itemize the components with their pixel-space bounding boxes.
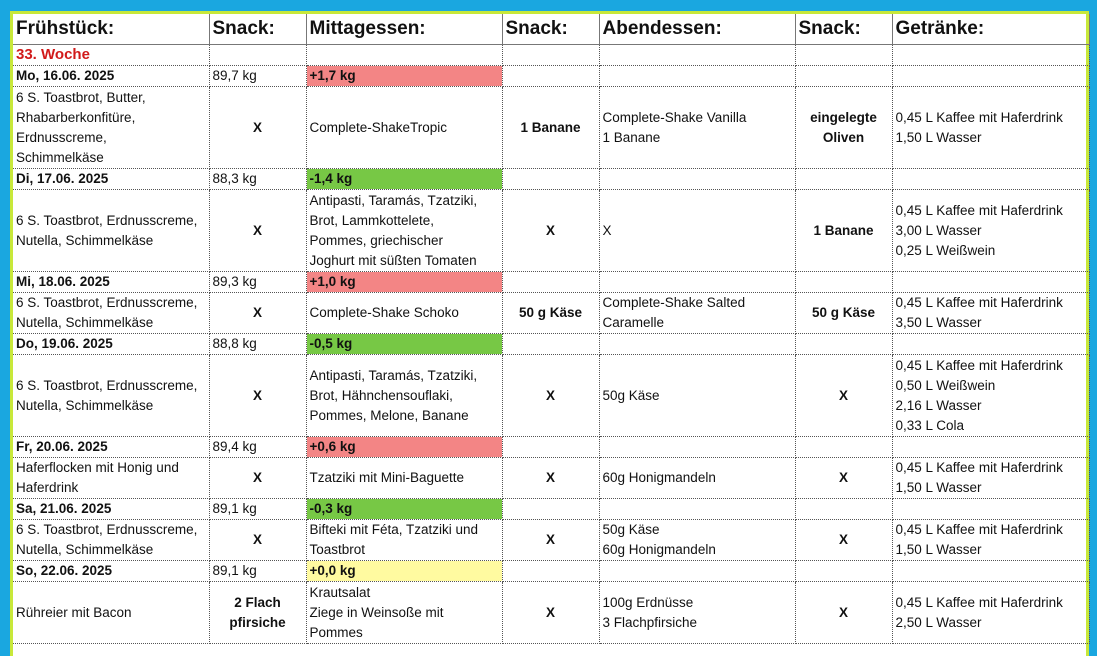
week-label[interactable]: 33. Woche bbox=[13, 45, 209, 66]
cell-line: 1,50 L Wasser bbox=[895, 480, 982, 495]
empty-cell[interactable] bbox=[795, 334, 892, 355]
cell-line: 3,50 L Wasser bbox=[895, 315, 982, 330]
snack-1-cell[interactable] bbox=[209, 355, 306, 437]
cell-line: Haferflocken mit Honig und bbox=[16, 460, 179, 475]
header-mittagessen[interactable]: Mittagessen: bbox=[306, 14, 502, 45]
cell-line: Tzatziki mit Mini-Baguette bbox=[309, 470, 465, 485]
snack-3-cell[interactable] bbox=[795, 293, 892, 334]
getraenke-cell[interactable] bbox=[892, 190, 1089, 272]
cell-line: Antipasti, Taramás, Tzatziki, bbox=[309, 367, 478, 383]
cell-line: Erdnusscreme, bbox=[16, 129, 107, 145]
cell-line: 1,50 L Wasser bbox=[895, 542, 982, 557]
getraenke-cell[interactable] bbox=[892, 355, 1089, 437]
weight-change-cell[interactable]: +0,6 kg bbox=[306, 437, 502, 458]
cell-line: 100g Erdnüsse bbox=[602, 594, 694, 610]
empty-cell[interactable] bbox=[892, 437, 1089, 458]
cell-line: Complete-Shake Schoko bbox=[309, 305, 459, 320]
cell-line: X bbox=[252, 222, 262, 238]
cell-line: 60g Honigmandeln bbox=[602, 542, 716, 557]
cell-line: X bbox=[252, 305, 262, 320]
cell-line: X bbox=[838, 387, 848, 403]
snack-1-cell[interactable] bbox=[209, 293, 306, 334]
empty-cell[interactable] bbox=[795, 561, 892, 582]
cell-line: X bbox=[838, 470, 848, 485]
empty-cell[interactable] bbox=[795, 437, 892, 458]
header-getraenke[interactable]: Getränke: bbox=[892, 14, 1089, 45]
abendessen-cell[interactable] bbox=[599, 458, 795, 499]
mittagessen-cell[interactable] bbox=[306, 190, 502, 272]
empty-cell[interactable] bbox=[599, 66, 795, 87]
cell-line: Pommes, Melone, Banane bbox=[309, 407, 469, 423]
empty-cell[interactable] bbox=[892, 499, 1089, 520]
day-header-row bbox=[13, 561, 1089, 582]
weight-cell[interactable]: 88,3 kg bbox=[209, 169, 306, 190]
snack-3-cell[interactable] bbox=[795, 87, 892, 169]
empty-cell[interactable] bbox=[599, 334, 795, 355]
cell-line: Rhabarberkonfitüre, bbox=[16, 109, 136, 125]
empty-cell[interactable] bbox=[892, 169, 1089, 190]
cell-line: 1,50 L Wasser bbox=[895, 129, 982, 145]
abendessen-cell[interactable] bbox=[599, 355, 795, 437]
empty-cell[interactable] bbox=[306, 45, 502, 66]
day-header-row bbox=[13, 66, 1089, 87]
empty-cell[interactable] bbox=[599, 169, 795, 190]
cell-line: 0,45 L Kaffee mit Haferdrink bbox=[895, 594, 1063, 610]
cell-line: X bbox=[838, 604, 848, 620]
cell-line: 0,25 L Weißwein bbox=[895, 242, 996, 258]
cell-line: X bbox=[252, 470, 262, 485]
empty-cell[interactable] bbox=[502, 334, 599, 355]
cell-line: 50g Käse bbox=[602, 522, 660, 537]
empty-cell[interactable] bbox=[892, 334, 1089, 355]
snack-1-cell[interactable] bbox=[209, 458, 306, 499]
date-cell[interactable]: Fr, 20.06. 2025 bbox=[13, 437, 209, 458]
snack-2-cell[interactable] bbox=[502, 293, 599, 334]
cell-line: Brot, Hähnchensouflaki, bbox=[309, 387, 453, 403]
mittagessen-cell[interactable] bbox=[306, 458, 502, 499]
cell-line: Rühreier mit Bacon bbox=[16, 604, 132, 620]
snack-1-cell[interactable] bbox=[209, 190, 306, 272]
cell-line: 6 S. Toastbrot, Erdnusscreme, bbox=[16, 522, 198, 537]
cell-line: Krautsalat bbox=[309, 584, 371, 600]
snack-3-cell[interactable] bbox=[795, 458, 892, 499]
empty-cell[interactable] bbox=[892, 45, 1089, 66]
cell-line: 6 S. Toastbrot, Erdnusscreme, bbox=[16, 377, 198, 393]
meal-row bbox=[13, 355, 1089, 437]
empty-cell[interactable] bbox=[795, 169, 892, 190]
empty-cell[interactable] bbox=[502, 561, 599, 582]
cell-line: 0,45 L Kaffee mit Haferdrink bbox=[895, 202, 1063, 218]
abendessen-cell[interactable] bbox=[599, 293, 795, 334]
cell-line: 0,45 L Kaffee mit Haferdrink bbox=[895, 522, 1063, 537]
getraenke-cell[interactable] bbox=[892, 458, 1089, 499]
snack-3-cell[interactable] bbox=[795, 190, 892, 272]
cell-line: Caramelle bbox=[602, 315, 665, 330]
snack-2-cell[interactable] bbox=[502, 87, 599, 169]
fruehstueck-cell[interactable] bbox=[13, 87, 209, 169]
weight-change-cell[interactable]: -1,4 kg bbox=[306, 169, 502, 190]
cell-line: Oliven bbox=[822, 129, 865, 145]
day-header-row bbox=[13, 334, 1089, 355]
abendessen-cell[interactable] bbox=[599, 87, 795, 169]
date-cell[interactable]: Sa, 21.06. 2025 bbox=[13, 499, 209, 520]
weight-cell[interactable]: 89,1 kg bbox=[209, 499, 306, 520]
mittagessen-cell[interactable] bbox=[306, 520, 502, 561]
empty-cell[interactable] bbox=[502, 272, 599, 293]
snack-2-cell[interactable] bbox=[502, 520, 599, 561]
mittagessen-cell[interactable] bbox=[306, 355, 502, 437]
day-header-row bbox=[13, 169, 1089, 190]
fruehstueck-cell[interactable] bbox=[13, 293, 209, 334]
empty-cell[interactable] bbox=[599, 561, 795, 582]
cell-line: 3 Flachpfirsiche bbox=[602, 614, 698, 630]
cell-line: X bbox=[545, 532, 555, 547]
empty-cell[interactable] bbox=[892, 272, 1089, 293]
day-header-row bbox=[13, 499, 1089, 520]
snack-3-cell[interactable] bbox=[795, 355, 892, 437]
meal-row bbox=[13, 87, 1089, 169]
snack-2-cell[interactable] bbox=[502, 190, 599, 272]
getraenke-cell[interactable] bbox=[892, 293, 1089, 334]
weight-cell[interactable]: 88,8 kg bbox=[209, 334, 306, 355]
cell-line: Toastbrot bbox=[309, 542, 366, 557]
header-row bbox=[13, 14, 1089, 45]
spreadsheet-frame bbox=[10, 11, 1089, 656]
cell-line: 0,45 L Kaffee mit Haferdrink bbox=[895, 109, 1063, 125]
cell-line: 50g Käse bbox=[602, 387, 660, 403]
abendessen-cell[interactable] bbox=[599, 520, 795, 561]
weight-change-cell[interactable]: -0,5 kg bbox=[306, 334, 502, 355]
cell-line: 50 g Käse bbox=[518, 305, 583, 320]
cell-line: 1 Banane bbox=[520, 119, 581, 135]
fruehstueck-cell[interactable] bbox=[13, 190, 209, 272]
cell-line: Ziege in Weinsoße mit bbox=[309, 604, 444, 620]
empty-cell[interactable] bbox=[599, 437, 795, 458]
week-row bbox=[13, 45, 1089, 66]
mittagessen-cell[interactable] bbox=[306, 293, 502, 334]
cell-line: Nutella, Schimmelkäse bbox=[16, 315, 154, 330]
cell-line: X bbox=[252, 387, 262, 403]
cell-line: Joghurt mit süßten Tomaten bbox=[309, 252, 477, 268]
fruehstueck-cell[interactable] bbox=[13, 355, 209, 437]
empty-cell[interactable] bbox=[502, 437, 599, 458]
cell-line: Haferdrink bbox=[16, 480, 79, 495]
snack-3-cell[interactable] bbox=[795, 582, 892, 644]
weight-change-cell[interactable]: +1,7 kg bbox=[306, 66, 502, 87]
cell-line: Pommes bbox=[309, 624, 363, 640]
getraenke-cell[interactable] bbox=[892, 582, 1089, 644]
cell-line: 50 g Käse bbox=[811, 305, 876, 320]
mittagessen-cell[interactable] bbox=[306, 87, 502, 169]
cell-line: Schimmelkäse bbox=[16, 149, 104, 165]
header-snack-2[interactable]: Snack: bbox=[502, 14, 599, 45]
snack-2-cell[interactable] bbox=[502, 355, 599, 437]
cell-line: 2,16 L Wasser bbox=[895, 397, 982, 413]
empty-cell[interactable] bbox=[599, 499, 795, 520]
snack-1-cell[interactable] bbox=[209, 87, 306, 169]
cell-line: Complete-Shake Vanilla bbox=[602, 109, 747, 125]
cell-line: 60g Honigmandeln bbox=[602, 470, 716, 485]
empty-cell[interactable] bbox=[892, 66, 1089, 87]
empty-cell[interactable] bbox=[795, 272, 892, 293]
cell-line: 1 Banane bbox=[602, 129, 661, 145]
meal-row bbox=[13, 293, 1089, 334]
cell-line: X bbox=[838, 532, 848, 547]
cell-line: Brot, Lammkottelete, bbox=[309, 212, 435, 228]
cell-line: eingelegte bbox=[810, 109, 877, 125]
fruehstueck-cell[interactable] bbox=[13, 520, 209, 561]
cell-line: Nutella, Schimmelkäse bbox=[16, 397, 154, 413]
cell-line: 6 S. Toastbrot, Erdnusscreme, bbox=[16, 295, 198, 310]
cell-line: 0,50 L Weißwein bbox=[895, 377, 996, 393]
empty-cell[interactable] bbox=[209, 45, 306, 66]
cell-line: 0,45 L Kaffee mit Haferdrink bbox=[895, 295, 1063, 310]
cell-line: 6 S. Toastbrot, Erdnusscreme, bbox=[16, 212, 198, 228]
abendessen-cell[interactable] bbox=[599, 190, 795, 272]
snack-2-cell[interactable] bbox=[502, 582, 599, 644]
empty-cell[interactable] bbox=[599, 272, 795, 293]
weight-change-cell[interactable]: +0,0 kg bbox=[306, 561, 502, 582]
empty-cell[interactable] bbox=[795, 66, 892, 87]
meal-row bbox=[13, 520, 1089, 561]
empty-cell[interactable] bbox=[502, 499, 599, 520]
weight-cell[interactable]: 89,7 kg bbox=[209, 66, 306, 87]
meal-row bbox=[13, 190, 1089, 272]
cell-line: 2 Flach bbox=[234, 594, 281, 610]
date-cell[interactable]: So, 22.06. 2025 bbox=[13, 561, 209, 582]
header-snack-1[interactable]: Snack: bbox=[209, 14, 306, 45]
meal-plan-table bbox=[13, 14, 1090, 644]
date-cell[interactable]: Mo, 16.06. 2025 bbox=[13, 66, 209, 87]
cell-line: X bbox=[602, 222, 612, 238]
weight-change-cell[interactable]: -0,3 kg bbox=[306, 499, 502, 520]
cell-line: X bbox=[545, 387, 555, 403]
empty-cell[interactable] bbox=[502, 66, 599, 87]
day-header-row bbox=[13, 272, 1089, 293]
empty-cell[interactable] bbox=[502, 169, 599, 190]
meal-row bbox=[13, 458, 1089, 499]
snack-3-cell[interactable] bbox=[795, 520, 892, 561]
cell-line: Complete-ShakeTropic bbox=[309, 119, 448, 135]
cell-line: 0,33 L Cola bbox=[895, 417, 965, 433]
cell-line: 6 S. Toastbrot, Butter, bbox=[16, 89, 146, 105]
cell-line: 0,45 L Kaffee mit Haferdrink bbox=[895, 357, 1063, 373]
weight-change-cell[interactable]: +1,0 kg bbox=[306, 272, 502, 293]
weight-cell[interactable]: 89,1 kg bbox=[209, 561, 306, 582]
fruehstueck-cell[interactable] bbox=[13, 458, 209, 499]
cell-line: X bbox=[545, 604, 555, 620]
cell-line: X bbox=[252, 119, 262, 135]
header-snack-3[interactable]: Snack: bbox=[795, 14, 892, 45]
meal-row bbox=[13, 582, 1089, 644]
cell-line: Nutella, Schimmelkäse bbox=[16, 542, 154, 557]
empty-cell[interactable] bbox=[599, 45, 795, 66]
header-fruehstueck[interactable]: Frühstück: bbox=[13, 14, 209, 45]
weight-cell[interactable]: 89,4 kg bbox=[209, 437, 306, 458]
empty-cell[interactable] bbox=[795, 499, 892, 520]
snack-1-cell[interactable] bbox=[209, 582, 306, 644]
weight-cell[interactable]: 89,3 kg bbox=[209, 272, 306, 293]
date-cell[interactable]: Mi, 18.06. 2025 bbox=[13, 272, 209, 293]
cell-line: X bbox=[252, 532, 262, 547]
cell-line: pfirsiche bbox=[229, 614, 286, 630]
empty-cell[interactable] bbox=[795, 45, 892, 66]
cell-line: X bbox=[545, 222, 555, 238]
getraenke-cell[interactable] bbox=[892, 520, 1089, 561]
snack-1-cell[interactable] bbox=[209, 520, 306, 561]
cell-line: 1 Banane bbox=[813, 222, 874, 238]
cell-line: Bifteki mit Féta, Tzatziki und bbox=[309, 522, 479, 537]
getraenke-cell[interactable] bbox=[892, 87, 1089, 169]
abendessen-cell[interactable] bbox=[599, 582, 795, 644]
cell-line: X bbox=[545, 470, 555, 485]
cell-line: Pommes, griechischer bbox=[309, 232, 444, 248]
cell-line: 0,45 L Kaffee mit Haferdrink bbox=[895, 460, 1063, 475]
empty-cell[interactable] bbox=[502, 45, 599, 66]
cell-line: 3,00 L Wasser bbox=[895, 222, 982, 238]
date-cell[interactable]: Do, 19.06. 2025 bbox=[13, 334, 209, 355]
snack-2-cell[interactable] bbox=[502, 458, 599, 499]
mittagessen-cell[interactable] bbox=[306, 582, 502, 644]
cell-line: Antipasti, Taramás, Tzatziki, bbox=[309, 192, 478, 208]
empty-cell[interactable] bbox=[892, 561, 1089, 582]
date-cell[interactable]: Di, 17.06. 2025 bbox=[13, 169, 209, 190]
cell-line: Nutella, Schimmelkäse bbox=[16, 232, 154, 248]
fruehstueck-cell[interactable] bbox=[13, 582, 209, 644]
header-abendessen[interactable]: Abendessen: bbox=[599, 14, 795, 45]
cell-line: Complete-Shake Salted bbox=[602, 295, 746, 310]
cell-line: 2,50 L Wasser bbox=[895, 614, 982, 630]
day-header-row bbox=[13, 437, 1089, 458]
